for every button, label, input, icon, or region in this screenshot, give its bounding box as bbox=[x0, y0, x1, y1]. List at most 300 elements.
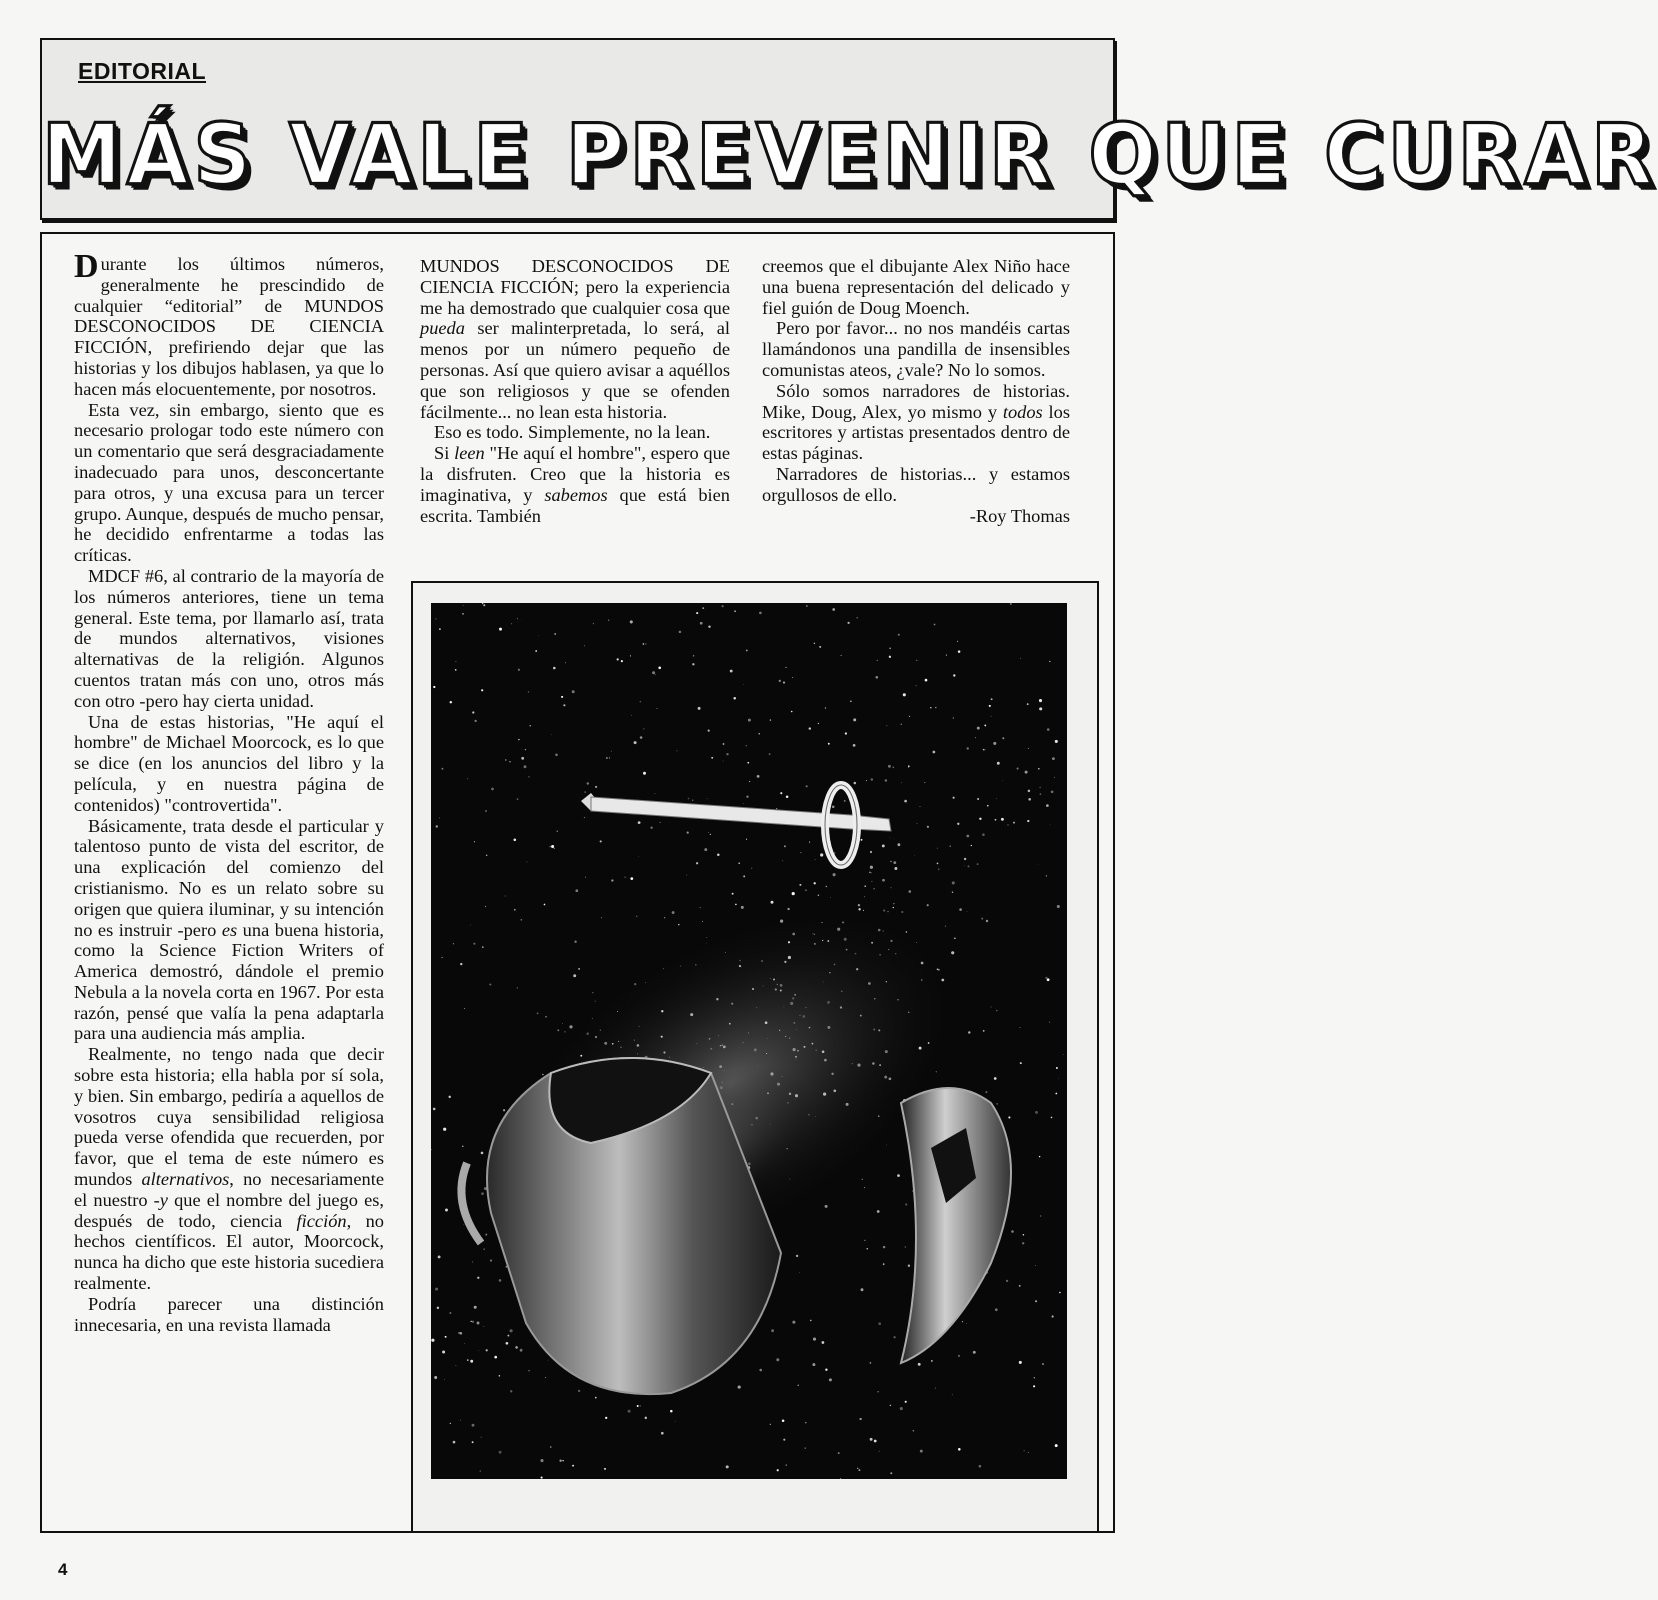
star bbox=[1002, 780, 1003, 781]
star bbox=[825, 1368, 827, 1370]
star bbox=[912, 1191, 913, 1192]
star bbox=[783, 682, 785, 684]
star bbox=[526, 861, 527, 862]
emphasis: sabemos bbox=[544, 484, 608, 505]
star bbox=[545, 1377, 546, 1378]
star bbox=[927, 904, 929, 906]
star bbox=[776, 808, 777, 809]
star bbox=[601, 917, 602, 918]
star bbox=[809, 842, 810, 843]
star bbox=[878, 1322, 881, 1325]
star bbox=[901, 782, 902, 783]
star bbox=[677, 751, 678, 752]
star bbox=[1046, 875, 1047, 876]
star bbox=[621, 660, 623, 662]
paragraph-text: que el nombre del juego es, después de todo, ciencia bbox=[74, 1189, 384, 1231]
star bbox=[637, 1405, 639, 1407]
star bbox=[572, 690, 575, 693]
star bbox=[1058, 1078, 1059, 1079]
star bbox=[551, 734, 552, 735]
star bbox=[759, 733, 760, 734]
star bbox=[1051, 790, 1054, 793]
star bbox=[585, 877, 586, 878]
paragraph-text: los escritores y artistas presentados dentro de estas páginas. bbox=[762, 401, 1070, 464]
star bbox=[828, 743, 830, 745]
star bbox=[679, 631, 682, 634]
star bbox=[658, 666, 661, 669]
star bbox=[1057, 905, 1060, 908]
star bbox=[678, 924, 679, 925]
star bbox=[889, 656, 891, 658]
star bbox=[888, 765, 891, 768]
star bbox=[463, 1224, 464, 1225]
star bbox=[455, 669, 457, 671]
star bbox=[686, 875, 687, 876]
star bbox=[491, 788, 494, 791]
star bbox=[474, 841, 475, 842]
star bbox=[499, 1279, 502, 1282]
star bbox=[470, 1360, 473, 1363]
star bbox=[524, 765, 527, 768]
star bbox=[1045, 977, 1047, 979]
star bbox=[611, 879, 613, 881]
star bbox=[510, 1390, 512, 1392]
paragraph-text: , no hechos científicos. El autor, Moorcock, nunca ha dicho que este historia sucediera realmente. bbox=[74, 1210, 384, 1294]
star bbox=[735, 904, 737, 906]
star bbox=[916, 685, 917, 686]
star bbox=[900, 1407, 903, 1410]
star bbox=[833, 873, 836, 876]
star bbox=[675, 1421, 676, 1422]
star bbox=[914, 855, 915, 856]
star bbox=[1024, 1450, 1025, 1451]
star bbox=[593, 623, 594, 624]
star bbox=[517, 987, 518, 988]
star bbox=[930, 707, 931, 708]
star bbox=[759, 612, 762, 615]
star bbox=[859, 1418, 861, 1420]
star bbox=[485, 810, 487, 812]
star bbox=[630, 655, 631, 656]
star bbox=[894, 867, 897, 870]
star bbox=[486, 855, 487, 856]
star bbox=[889, 648, 891, 650]
star bbox=[631, 715, 632, 716]
star bbox=[904, 800, 907, 803]
star bbox=[751, 868, 752, 869]
star bbox=[481, 1152, 484, 1155]
star bbox=[520, 1349, 523, 1352]
star bbox=[815, 859, 816, 860]
star bbox=[1034, 1377, 1035, 1378]
star bbox=[776, 1358, 779, 1361]
star bbox=[777, 1469, 779, 1471]
star bbox=[771, 901, 774, 904]
star bbox=[700, 907, 701, 908]
paragraph-text: urante los últimos números, generalmente he prescindido de cualquier “editorial” de MUNDOS DESCONOCIDOS DE CIENCIA FICCIÓN, prefiriendo dejar que las historias y los dibujos hablasen, ya que lo hacen más elocuentemente, por nosotros. bbox=[74, 254, 384, 399]
star bbox=[1019, 1285, 1021, 1287]
star bbox=[1027, 703, 1029, 705]
star bbox=[480, 1470, 481, 1471]
star bbox=[704, 848, 707, 851]
article-body bbox=[40, 232, 1115, 1533]
star bbox=[1001, 818, 1004, 821]
star bbox=[544, 904, 546, 906]
star bbox=[551, 845, 554, 848]
star bbox=[887, 725, 888, 726]
emphasis: ficción bbox=[296, 1210, 347, 1231]
star bbox=[966, 747, 968, 749]
star bbox=[869, 872, 870, 873]
star bbox=[812, 1363, 815, 1366]
star bbox=[575, 889, 578, 892]
star bbox=[871, 872, 872, 873]
star bbox=[953, 674, 955, 676]
star bbox=[573, 974, 576, 977]
star bbox=[806, 785, 808, 787]
star bbox=[977, 863, 979, 865]
star bbox=[1054, 777, 1055, 778]
star bbox=[696, 612, 698, 614]
star bbox=[562, 1023, 563, 1024]
star bbox=[847, 622, 849, 624]
star bbox=[749, 781, 750, 782]
star bbox=[889, 837, 890, 838]
page-number: 4 bbox=[58, 1560, 68, 1579]
star bbox=[555, 753, 558, 756]
star bbox=[550, 1446, 551, 1447]
star bbox=[687, 832, 689, 834]
paragraph bbox=[420, 256, 730, 422]
star bbox=[1020, 1062, 1022, 1064]
star bbox=[905, 1401, 907, 1403]
star bbox=[505, 759, 507, 761]
star bbox=[864, 885, 865, 886]
star bbox=[977, 798, 979, 800]
space-illustration bbox=[431, 603, 1067, 1479]
star bbox=[953, 797, 955, 799]
star bbox=[897, 1174, 900, 1177]
star bbox=[654, 793, 655, 794]
star bbox=[830, 897, 831, 898]
star bbox=[893, 903, 894, 904]
star bbox=[509, 761, 510, 762]
star bbox=[529, 776, 530, 777]
star bbox=[1052, 757, 1055, 760]
star bbox=[893, 861, 896, 864]
star bbox=[937, 863, 939, 865]
star bbox=[894, 839, 895, 840]
star bbox=[659, 822, 660, 823]
star bbox=[935, 1387, 936, 1388]
star bbox=[870, 1362, 872, 1364]
star bbox=[1039, 699, 1042, 702]
star bbox=[987, 805, 989, 807]
star bbox=[882, 844, 885, 847]
star bbox=[565, 662, 566, 663]
star bbox=[977, 727, 980, 730]
star bbox=[792, 1321, 795, 1324]
star bbox=[473, 943, 475, 945]
star bbox=[732, 893, 734, 895]
star bbox=[643, 643, 645, 645]
star bbox=[920, 1450, 923, 1453]
star bbox=[505, 896, 506, 897]
star bbox=[920, 806, 921, 807]
star bbox=[785, 667, 786, 668]
star bbox=[482, 946, 484, 948]
star bbox=[832, 608, 835, 611]
star bbox=[814, 882, 816, 884]
star bbox=[609, 757, 610, 758]
star bbox=[958, 650, 961, 653]
star bbox=[456, 1365, 457, 1366]
star bbox=[743, 875, 745, 877]
star bbox=[640, 736, 643, 739]
star bbox=[479, 1350, 480, 1351]
paragraph-text: Si bbox=[434, 443, 455, 464]
star bbox=[1051, 1117, 1053, 1119]
star bbox=[1047, 978, 1050, 981]
star bbox=[990, 1006, 991, 1007]
star bbox=[967, 865, 969, 867]
star bbox=[514, 839, 517, 842]
star bbox=[630, 877, 633, 880]
star bbox=[435, 1288, 438, 1291]
star bbox=[541, 1477, 543, 1479]
star bbox=[864, 1240, 865, 1241]
star bbox=[730, 670, 733, 673]
star bbox=[554, 633, 556, 635]
star bbox=[982, 833, 985, 836]
star bbox=[991, 698, 993, 700]
star bbox=[483, 604, 485, 606]
star bbox=[878, 1391, 879, 1392]
star bbox=[770, 1424, 771, 1425]
star bbox=[1028, 798, 1031, 801]
star bbox=[515, 1346, 518, 1349]
star bbox=[877, 660, 878, 661]
paragraph-text: una buena historia, como la Science Fiction Writers of America demostró, dándole el premio Nebula a la novela corta en 1967. Por esta razón, pensé que valía la pena adaptarla para una audiencia más amplia. bbox=[74, 919, 384, 1044]
star bbox=[572, 1465, 574, 1467]
star bbox=[702, 921, 703, 922]
star bbox=[937, 848, 938, 849]
star bbox=[514, 909, 516, 911]
star bbox=[805, 1447, 806, 1448]
star bbox=[550, 846, 551, 847]
star bbox=[814, 643, 815, 644]
star bbox=[483, 1326, 484, 1327]
star bbox=[445, 1336, 447, 1338]
star bbox=[832, 805, 835, 808]
star bbox=[810, 1320, 812, 1322]
star bbox=[799, 884, 801, 886]
star bbox=[562, 1460, 564, 1462]
star bbox=[460, 1332, 463, 1335]
star bbox=[698, 707, 701, 710]
star bbox=[445, 1209, 448, 1212]
paragraph bbox=[74, 816, 384, 1045]
star bbox=[1063, 1054, 1064, 1055]
star bbox=[1049, 1022, 1050, 1023]
star bbox=[933, 751, 936, 754]
star bbox=[545, 1016, 547, 1018]
star bbox=[1035, 1300, 1037, 1302]
star bbox=[957, 823, 959, 825]
star bbox=[971, 845, 972, 846]
star bbox=[882, 879, 885, 882]
star bbox=[1039, 707, 1042, 710]
star bbox=[1027, 820, 1029, 822]
star bbox=[494, 1356, 497, 1359]
star bbox=[809, 727, 811, 729]
star bbox=[517, 798, 519, 800]
star bbox=[460, 963, 462, 965]
star bbox=[876, 676, 879, 679]
star bbox=[862, 1179, 863, 1180]
star bbox=[672, 911, 675, 914]
star bbox=[924, 782, 925, 783]
star bbox=[444, 1379, 445, 1380]
star bbox=[634, 741, 637, 744]
star bbox=[1059, 1292, 1061, 1294]
star bbox=[893, 1336, 895, 1338]
star bbox=[1047, 728, 1050, 731]
star bbox=[1023, 1234, 1025, 1236]
star bbox=[779, 680, 781, 682]
star bbox=[462, 1146, 463, 1147]
star bbox=[1028, 790, 1031, 793]
star bbox=[890, 1472, 892, 1474]
star bbox=[439, 628, 441, 630]
star bbox=[813, 1338, 816, 1341]
star bbox=[518, 739, 519, 740]
star bbox=[905, 1247, 906, 1248]
star bbox=[490, 1260, 492, 1262]
star bbox=[595, 1397, 597, 1399]
paragraph: Podría parecer una distinción innecesaria, en una revista llamada bbox=[74, 1293, 384, 1335]
star bbox=[433, 686, 435, 688]
star bbox=[1040, 793, 1042, 795]
star bbox=[996, 1103, 998, 1105]
star bbox=[472, 1424, 475, 1427]
star bbox=[1055, 740, 1058, 743]
star bbox=[464, 1008, 465, 1009]
star bbox=[692, 663, 694, 665]
star bbox=[1055, 1093, 1057, 1095]
star bbox=[528, 1370, 530, 1372]
star bbox=[857, 1468, 858, 1469]
emphasis: leen bbox=[454, 443, 485, 464]
star bbox=[984, 724, 986, 726]
star bbox=[883, 1246, 885, 1248]
star bbox=[968, 1031, 970, 1033]
star bbox=[584, 645, 585, 646]
star bbox=[967, 911, 968, 912]
star bbox=[870, 851, 872, 853]
star bbox=[652, 671, 655, 674]
star bbox=[798, 1385, 799, 1386]
star bbox=[1022, 1242, 1024, 1244]
paragraph bbox=[420, 443, 730, 526]
star bbox=[952, 892, 953, 893]
star bbox=[989, 705, 991, 707]
star bbox=[786, 795, 789, 798]
star bbox=[741, 906, 744, 909]
star bbox=[949, 845, 950, 846]
star bbox=[796, 1255, 798, 1257]
star bbox=[1002, 737, 1004, 739]
star bbox=[1038, 768, 1040, 770]
star bbox=[561, 696, 563, 698]
star bbox=[455, 661, 456, 662]
star bbox=[693, 655, 695, 657]
star bbox=[521, 757, 524, 760]
star bbox=[1035, 1111, 1038, 1114]
star bbox=[825, 707, 826, 708]
star bbox=[525, 749, 526, 750]
star bbox=[481, 1437, 482, 1438]
star bbox=[472, 1321, 474, 1323]
star bbox=[1008, 1116, 1010, 1118]
star bbox=[995, 819, 997, 821]
paragraph-text: que está bien escrita. También bbox=[420, 484, 730, 526]
paragraph bbox=[762, 381, 1070, 464]
star bbox=[861, 839, 863, 841]
star bbox=[800, 852, 801, 853]
star bbox=[890, 861, 891, 862]
star bbox=[650, 827, 652, 829]
star bbox=[952, 881, 955, 884]
star bbox=[499, 1451, 502, 1454]
star bbox=[834, 852, 835, 853]
star bbox=[700, 622, 703, 625]
star bbox=[825, 1205, 828, 1208]
star bbox=[959, 908, 962, 911]
star bbox=[871, 778, 874, 781]
star bbox=[874, 1440, 877, 1443]
star bbox=[957, 641, 958, 642]
paragraph: Una de estas historias, "He aquí el hombre" de Michael Moorcock, es lo que se dice (en los anuncios del libro y la película, y en nuestra página de contenidos) "controvertida". bbox=[74, 711, 384, 815]
star bbox=[431, 1149, 432, 1150]
illustration-frame bbox=[411, 581, 1099, 1533]
star bbox=[908, 767, 909, 768]
emphasis: todos bbox=[1002, 401, 1043, 422]
star bbox=[1039, 1156, 1040, 1157]
star bbox=[799, 1272, 800, 1273]
star bbox=[1042, 1363, 1044, 1365]
star bbox=[746, 796, 748, 798]
star bbox=[611, 751, 612, 752]
star bbox=[966, 835, 969, 838]
star bbox=[786, 1465, 787, 1466]
star bbox=[909, 890, 912, 893]
star bbox=[557, 831, 558, 832]
star bbox=[471, 1321, 472, 1322]
star bbox=[538, 635, 539, 636]
star bbox=[510, 1329, 513, 1332]
star bbox=[935, 707, 936, 708]
star bbox=[486, 1349, 488, 1351]
star bbox=[1020, 658, 1021, 659]
star bbox=[484, 1249, 485, 1250]
paragraph-text: ser malinterpretada, lo será, al menos por un número pequeño de personas. Así que quiero avisar a aquéllos que son religiosos y que se ofenden fácilmente... no lean esta historia. bbox=[420, 318, 730, 422]
star bbox=[708, 832, 709, 833]
star bbox=[819, 646, 821, 648]
star bbox=[954, 938, 955, 939]
star bbox=[975, 737, 976, 738]
star bbox=[625, 877, 626, 878]
